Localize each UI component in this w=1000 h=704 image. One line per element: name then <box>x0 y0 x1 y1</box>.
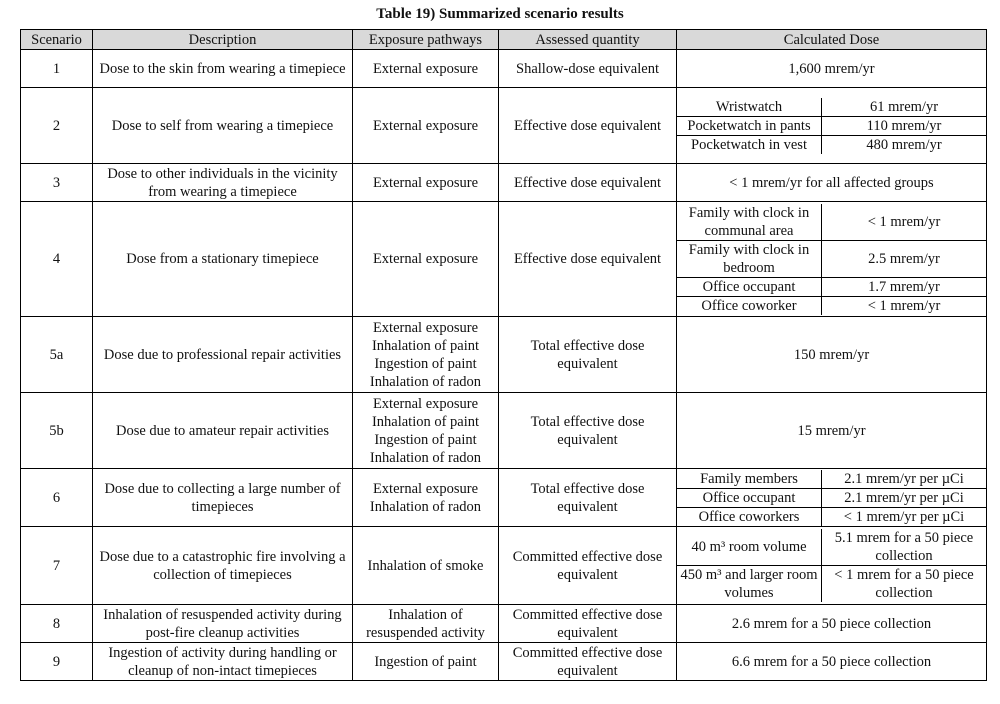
assessed-quantity: Shallow-dose equivalent <box>499 50 677 88</box>
exposure-pathways <box>353 50 499 88</box>
subgroup-dose: 480 mrem/yr <box>866 136 942 153</box>
assessed-quantity: Total effective dose equivalent <box>499 393 677 469</box>
table-row <box>21 527 987 605</box>
subgroup-label: 40 m³ room volume <box>677 529 822 566</box>
calculated-dose <box>677 88 987 164</box>
pathway: External exposure <box>372 395 479 412</box>
header-scenario: Scenario <box>21 30 93 50</box>
pathway: External exposure <box>372 251 479 267</box>
pathway: Ingestion of paint <box>374 653 477 670</box>
header-row <box>21 30 987 50</box>
dose-subtable <box>677 470 986 526</box>
calculated-dose <box>677 202 987 317</box>
calculated-dose: 150 mrem/yr <box>677 317 987 393</box>
subgroup-dose: 110 mrem/yr <box>822 116 987 135</box>
subgroup-dose: 1.7 mrem/yr <box>822 277 987 296</box>
scenario-results-table <box>20 29 987 681</box>
table-row <box>21 605 987 643</box>
description: Dose due to collecting a large number of timepieces <box>93 469 353 527</box>
subgroup-label: Office occupant <box>677 488 822 507</box>
subgroup-label: Office coworker <box>677 296 822 315</box>
scenario-id: 4 <box>21 202 93 317</box>
exposure-pathways <box>353 317 499 393</box>
scenario-id: 6 <box>21 469 93 527</box>
scenario-id: 3 <box>21 164 93 202</box>
calculated-dose <box>677 527 987 605</box>
subgroup-label: Family with clock in bedroom <box>677 240 822 277</box>
pathway: Inhalation of radon <box>369 498 482 515</box>
exposure-pathways <box>353 469 499 527</box>
description: Dose from a stationary timepiece <box>93 202 353 317</box>
pathway: External exposure <box>372 319 479 336</box>
subtable-row <box>677 296 986 315</box>
pathway: External exposure <box>372 60 479 77</box>
table-row <box>21 50 987 88</box>
description: Dose to self from wearing a timepiece <box>93 88 353 164</box>
table-row <box>21 88 987 164</box>
subtable-row <box>677 470 986 489</box>
subgroup-label: Pocketwatch in vest <box>677 135 822 154</box>
scenario-id: 5b <box>21 393 93 469</box>
subgroup-label: Pocketwatch in pants <box>677 116 822 135</box>
assessed-quantity: Committed effective dose equivalent <box>499 605 677 643</box>
subgroup-label: Office occupant <box>677 277 822 296</box>
subgroup-label: 450 m³ and larger room volumes <box>677 566 822 603</box>
pathway: Inhalation of radon <box>369 449 482 466</box>
subtable-row <box>677 488 986 507</box>
pathway: Ingestion of paint <box>374 431 477 448</box>
subtable-row <box>677 507 986 526</box>
calculated-dose: < 1 mrem/yr for all affected groups <box>677 164 987 202</box>
dose-subtable <box>677 98 986 154</box>
subtable-row <box>677 277 986 296</box>
assessed-quantity: Effective dose equivalent <box>499 88 677 164</box>
subtable-row <box>677 98 986 117</box>
calculated-dose <box>677 469 987 527</box>
table-row <box>21 202 987 317</box>
subgroup-label: Family with clock in communal area <box>677 204 822 241</box>
header-description: Description <box>93 30 353 50</box>
subgroup-dose: 2.1 mrem/yr per µCi <box>822 488 987 507</box>
assessed-quantity: Effective dose equivalent <box>499 164 677 202</box>
exposure-pathways <box>353 605 499 643</box>
pathway: Inhalation of paint <box>371 337 480 354</box>
exposure-pathways <box>353 393 499 469</box>
subtable-row <box>677 116 986 135</box>
calculated-dose: 6.6 mrem for a 50 piece collection <box>677 643 987 681</box>
scenario-id: 2 <box>21 88 93 164</box>
header-assessed-quantity: Assessed quantity <box>499 30 677 50</box>
subtable-row <box>677 204 986 241</box>
table-row <box>21 393 987 469</box>
dose-subtable <box>677 529 986 602</box>
assessed-quantity: Total effective dose equivalent <box>499 469 677 527</box>
table-row <box>21 164 987 202</box>
table-title: Table 19) Summarized scenario results <box>376 6 624 22</box>
scenario-id: 9 <box>21 643 93 681</box>
description: Dose due to a catastrophic fire involving a collection of timepieces <box>93 527 353 605</box>
subtable-row <box>677 240 986 277</box>
table-row <box>21 643 987 681</box>
assessed-quantity: Committed effective dose equivalent <box>499 643 677 681</box>
exposure-pathways <box>353 527 499 605</box>
subgroup-dose: 2.5 mrem/yr <box>822 240 987 277</box>
subgroup-dose: < 1 mrem/yr <box>867 297 941 314</box>
subtable-row <box>677 135 986 154</box>
subtable-row <box>677 566 986 603</box>
assessed-quantity: Total effective dose equivalent <box>499 317 677 393</box>
subgroup-label: Office coworkers <box>677 507 822 526</box>
pathway: External exposure <box>372 117 479 134</box>
calculated-dose: 15 mrem/yr <box>677 393 987 469</box>
pathway: Inhalation of resuspended activity <box>366 606 485 641</box>
description: Dose to other individuals in the vicinity from wearing a timepiece <box>93 164 353 202</box>
dose-subtable <box>677 204 986 315</box>
subgroup-dose: 61 mrem/yr <box>822 98 987 117</box>
calculated-dose: 2.6 mrem for a 50 piece collection <box>677 605 987 643</box>
header-exposure-pathways: Exposure pathways <box>353 30 499 50</box>
subgroup-label: Family members <box>677 470 822 489</box>
pathway: Inhalation of smoke <box>367 557 484 574</box>
subgroup-dose: < 1 mrem/yr per µCi <box>843 508 965 525</box>
subgroup-label: Wristwatch <box>677 98 822 117</box>
pathway: External exposure <box>372 174 479 191</box>
header-calculated-dose: Calculated Dose <box>677 30 987 50</box>
table-row <box>21 317 987 393</box>
exposure-pathways <box>353 88 499 164</box>
assessed-quantity: Effective dose equivalent <box>499 202 677 317</box>
table-row <box>21 469 987 527</box>
pathway: Inhalation of paint <box>371 413 480 430</box>
description: Inhalation of resuspended activity during post-fire cleanup activities <box>93 605 353 643</box>
exposure-pathways <box>353 643 499 681</box>
pathway: External exposure <box>372 480 479 497</box>
calculated-dose: 1,600 mrem/yr <box>677 50 987 88</box>
description: Dose due to professional repair activities <box>93 317 353 393</box>
scenario-id: 1 <box>21 50 93 88</box>
description: Dose due to amateur repair activities <box>93 393 353 469</box>
description: Dose to the skin from wearing a timepiece <box>93 50 353 88</box>
subgroup-dose: < 1 mrem/yr <box>822 204 987 241</box>
subgroup-dose: 2.1 mrem/yr per µCi <box>822 470 987 489</box>
pathway: Ingestion of paint <box>374 355 477 372</box>
subtable-row <box>677 529 986 566</box>
description: Ingestion of activity during handling or cleanup of non-intact timepieces <box>93 643 353 681</box>
scenario-id: 8 <box>21 605 93 643</box>
subgroup-dose: < 1 mrem for a 50 piece collection <box>834 567 974 601</box>
exposure-pathways <box>353 202 499 317</box>
pathway: Inhalation of radon <box>369 373 482 390</box>
assessed-quantity: Committed effective dose equivalent <box>499 527 677 605</box>
subgroup-dose: 5.1 mrem for a 50 piece collection <box>822 529 987 566</box>
scenario-id: 5a <box>21 317 93 393</box>
scenario-id: 7 <box>21 527 93 605</box>
exposure-pathways <box>353 164 499 202</box>
